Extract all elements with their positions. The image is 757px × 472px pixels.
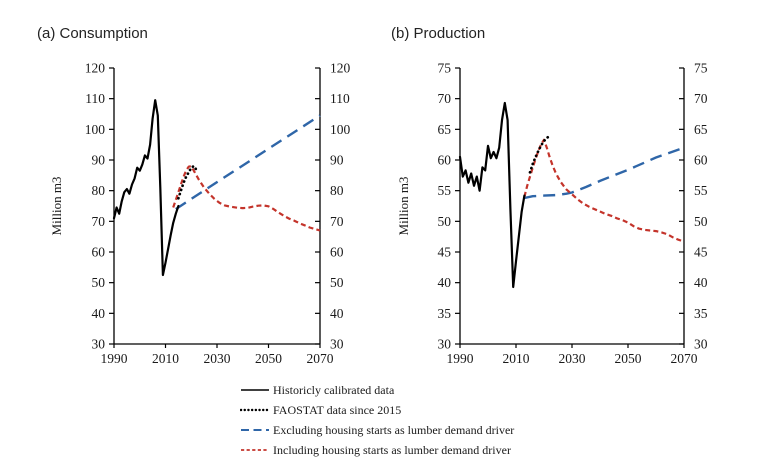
y-tick-label: 40 xyxy=(330,305,344,321)
x-tick-label: 2010 xyxy=(152,351,179,366)
y-tick-label: 65 xyxy=(437,121,451,137)
y-tick-label: 70 xyxy=(91,213,105,229)
series-dotted-line xyxy=(530,136,550,172)
legend-label: Excluding housing starts as lumber demand driver xyxy=(273,423,515,437)
x-tick-label: 2030 xyxy=(203,351,231,366)
y-tick-label: 75 xyxy=(437,60,451,76)
y-tick-label: 40 xyxy=(437,275,451,291)
y-tick-label: 90 xyxy=(330,152,344,168)
x-tick-label: 1990 xyxy=(100,351,128,366)
y-tick-label: 45 xyxy=(437,244,451,260)
y-tick-label: 30 xyxy=(694,336,708,352)
production-chart xyxy=(396,61,708,367)
y-tick-label: 70 xyxy=(330,213,344,229)
y-axis-label: Million m3 xyxy=(49,176,64,236)
legend-label: Including housing starts as lumber demand driver xyxy=(273,443,511,457)
including-line-swatch xyxy=(240,445,270,455)
y-tick-label: 120 xyxy=(84,60,105,76)
y-tick-label: 70 xyxy=(437,91,451,107)
y-tick-label: 55 xyxy=(694,183,708,199)
legend-label: Historicly calibrated data xyxy=(273,383,395,397)
x-tick-label: 2050 xyxy=(255,351,282,366)
y-tick-label: 60 xyxy=(694,152,708,168)
legend-item-excluding xyxy=(240,420,514,440)
y-tick-label: 30 xyxy=(437,336,451,352)
chart-b-title: (b) Production xyxy=(391,25,486,42)
x-tick-label: 2030 xyxy=(558,351,586,366)
historical-line-swatch xyxy=(240,385,270,395)
y-tick-label: 50 xyxy=(694,213,708,229)
y-tick-label: 60 xyxy=(91,244,105,260)
legend-item-faostat xyxy=(240,400,514,420)
y-tick-label: 55 xyxy=(437,183,451,199)
y-tick-label: 90 xyxy=(91,152,105,168)
y-tick-label: 60 xyxy=(437,152,451,168)
y-tick-label: 110 xyxy=(85,91,105,107)
y-tick-label: 100 xyxy=(84,121,105,137)
y-tick-label: 35 xyxy=(694,305,708,321)
series-solid-line xyxy=(114,100,178,275)
y-tick-label: 110 xyxy=(330,91,350,107)
excluding-line-swatch xyxy=(240,425,270,435)
y-tick-label: 100 xyxy=(330,121,351,137)
y-tick-label: 80 xyxy=(91,183,105,199)
consumption-chart xyxy=(49,61,351,367)
legend-item-historical xyxy=(240,380,514,400)
y-tick-label: 50 xyxy=(437,213,451,229)
y-tick-label: 60 xyxy=(330,244,344,260)
y-tick-label: 45 xyxy=(694,244,708,260)
y-tick-label: 75 xyxy=(694,60,708,76)
y-tick-label: 40 xyxy=(694,275,708,291)
y-tick-label: 30 xyxy=(91,336,105,352)
series-shortdash-line xyxy=(173,166,320,230)
x-tick-label: 2010 xyxy=(502,351,530,366)
y-tick-label: 70 xyxy=(694,91,708,107)
legend-item-including xyxy=(240,440,514,460)
legend-label: FAOSTAT data since 2015 xyxy=(273,403,402,417)
y-tick-label: 120 xyxy=(330,60,351,76)
x-tick-label: 2070 xyxy=(306,351,334,366)
faostat-line-swatch xyxy=(240,405,270,415)
x-tick-label: 1990 xyxy=(446,351,474,366)
x-tick-label: 2070 xyxy=(670,351,698,366)
y-tick-label: 80 xyxy=(330,183,344,199)
series-solid-line xyxy=(460,103,524,287)
series-longdash-line xyxy=(176,116,320,210)
chart-a-title: (a) Consumption xyxy=(37,25,148,42)
x-tick-label: 2050 xyxy=(614,351,642,366)
y-tick-label: 30 xyxy=(330,336,344,352)
y-tick-label: 50 xyxy=(91,275,105,291)
y-tick-label: 35 xyxy=(437,305,451,321)
y-tick-label: 65 xyxy=(694,121,708,137)
legend xyxy=(240,380,514,460)
y-axis-label: Million m3 xyxy=(396,176,411,236)
y-tick-label: 40 xyxy=(91,305,105,321)
y-tick-label: 50 xyxy=(330,275,344,291)
